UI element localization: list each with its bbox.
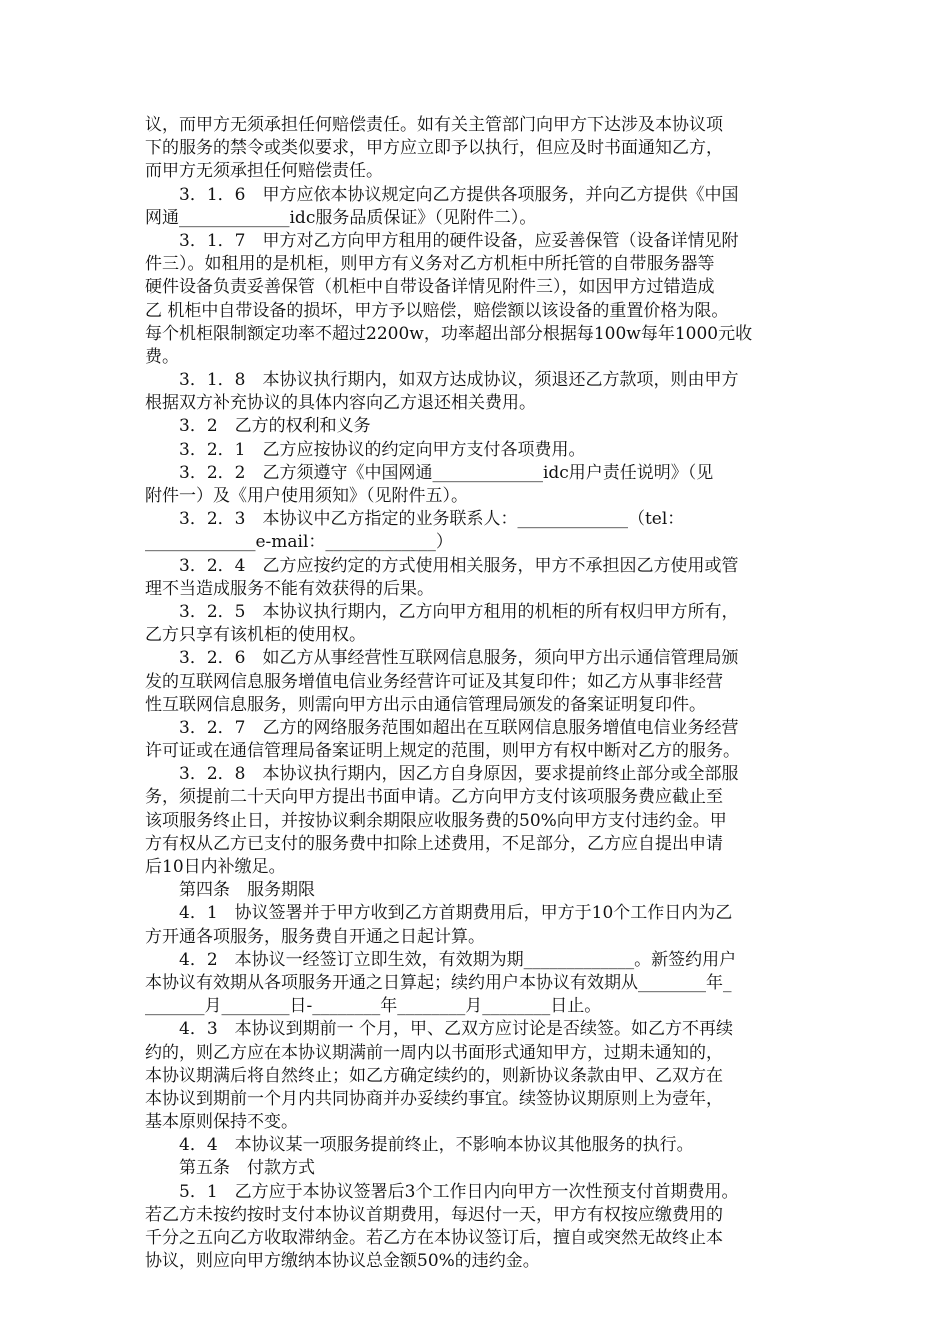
text-line: 第四条 服务期限	[145, 880, 315, 901]
text-line: 乙 机柜中自带设备的损坏，甲方予以赔偿，赔偿额以该设备的重置价格为限。	[145, 300, 729, 321]
text-line: 后10日内补缴足。	[145, 857, 286, 877]
text-line: _____________e-mail：_____________）	[145, 532, 453, 553]
text-line: 第五条 付款方式	[145, 1158, 315, 1179]
text-line: 约的，则乙方应在本协议期满前一周内以书面形式通知甲方，过期未通知的，	[145, 1042, 723, 1063]
text-line: 3．1．7 甲方对乙方向甲方租用的硬件设备，应妥善保管（设备详情见附	[145, 230, 739, 251]
text-line: 3．1．8 本协议执行期内，如双方达成协议，须退还乙方款项，则由甲方	[145, 370, 739, 391]
text-line: 3．2 乙方的权利和义务	[145, 416, 371, 437]
text-line: _______月________日-________年________月________日止。	[145, 996, 602, 1017]
text-line: 3．2．5 本协议执行期内，乙方向甲方租用的机柜的所有权归甲方所有，	[145, 601, 739, 622]
text-line: 费。	[145, 346, 179, 367]
text-line: 协议，则应向甲方缴纳本协议总金额50%的违约金。	[145, 1251, 540, 1272]
text-line: 3．2．4 乙方应按约定的方式使用相关服务，甲方不承担因乙方使用或管	[145, 555, 739, 576]
text-line: 3．2．7 乙方的网络服务范围如超出在互联网信息服务增值电信业务经营	[145, 717, 739, 738]
text-line: 许可证或在通信管理局备案证明上规定的范围，则甲方有权中断对乙方的服务。	[145, 741, 740, 762]
text-line: 本协议有效期从各项服务开通之日算起；续约用户本协议有效期从________年_	[145, 972, 732, 993]
text-line: 4．1 协议签署并于甲方收到乙方首期费用后，甲方于10个工作日内为乙	[145, 903, 733, 924]
text-line: 性互联网信息服务，则需向甲方出示由通信管理局颁发的备案证明复印件。	[145, 694, 706, 715]
text-line: 而甲方无须承担任何赔偿责任。	[145, 161, 383, 182]
text-line: 3．2．6 如乙方从事经营性互联网信息服务，须向甲方出示通信管理局颁	[145, 648, 739, 669]
text-line: 网通_____________idc服务品质保证》（见附件二）。	[145, 207, 537, 228]
text-line: 附件一）及《用户使用须知》（见附件五）。	[145, 486, 468, 506]
text-line: 理不当造成服务不能有效获得的后果。	[145, 578, 434, 599]
text-line: 5．1 乙方应于本协议签署后3个工作日内向甲方一次性预支付首期费用。	[145, 1181, 739, 1202]
text-line: 每个机柜限制额定功率不超过2200w，功率超出部分根据每100w每年1000元收	[145, 323, 753, 344]
text-line: 件三）。如租用的是机柜，则甲方有义务对乙方机柜中所托管的自带服务器等	[145, 254, 715, 275]
text-line: 硬件设备负责妥善保管（机柜中自带设备详情见附件三），如因甲方过错造成	[145, 277, 715, 298]
text-line: 4．3 本协议到期前一 个月，甲、乙双方应讨论是否续签。如乙方不再续	[145, 1019, 734, 1040]
text-line: 乙方只享有该机柜的使用权。	[145, 625, 366, 646]
text-line: 千分之五向乙方收取滞纳金。若乙方在本协议签订后，擅自或突然无故终止本	[145, 1228, 723, 1248]
text-line: 根据双方补充协议的具体内容向乙方退还相关费用。	[145, 393, 536, 414]
text-line: 3．2．3 本协议中乙方指定的业务联系人：_____________（tel：	[145, 509, 685, 530]
text-line: 方开通各项服务，服务费自开通之日起计算。	[145, 926, 485, 947]
text-line: 发的互联网信息服务增值电信业务经营许可证及其复印件；如乙方从事非经营	[145, 671, 723, 692]
text-line: 本协议到期前一个月内共同协商并办妥续约事宜。续签协议期原则上为壹年，	[145, 1088, 723, 1109]
text-line: 4．4 本协议某一项服务提前终止，不影响本协议其他服务的执行。	[145, 1135, 694, 1156]
text-line: 下的服务的禁令或类似要求，甲方应立即予以执行，但应及时书面通知乙方，	[145, 138, 723, 159]
text-line: 务，须提前二十天向甲方提出书面申请。乙方向甲方支付该项服务费应截止至	[145, 787, 723, 808]
text-line: 3．2．1 乙方应按协议的约定向甲方支付各项费用。	[145, 439, 586, 460]
text-line: 议，而甲方无须承担任何赔偿责任。如有关主管部门向甲方下达涉及本协议项	[145, 115, 723, 135]
text-line: 若乙方未按约按时支付本协议首期费用，每迟付一天，甲方有权按应缴费用的	[145, 1204, 723, 1225]
text-line: 方有权从乙方已支付的服务费中扣除上述费用，不足部分，乙方应自提出申请	[145, 833, 723, 854]
text-line: 3．1．6 甲方应依本协议规定向乙方提供各项服务，并向乙方提供《中国	[145, 184, 739, 205]
text-line: 本协议期满后将自然终止；如乙方确定续约的，则新协议条款由甲、乙双方在	[145, 1065, 723, 1086]
text-line: 基本原则保持不变。	[145, 1112, 298, 1133]
text-line: 4．2 本协议一经签订立即生效，有效期为期_____________。新签约用户	[145, 949, 737, 970]
text-line: 3．2．8 本协议执行期内，因乙方自身原因，要求提前终止部分或全部服	[145, 764, 739, 785]
text-line: 该项服务终止日，并按协议剩余期限应收服务费的50%向甲方支付违约金。甲	[145, 810, 727, 831]
text-line: 3．2．2 乙方须遵守《中国网通_____________idc用户责任说明》（见	[145, 462, 714, 483]
